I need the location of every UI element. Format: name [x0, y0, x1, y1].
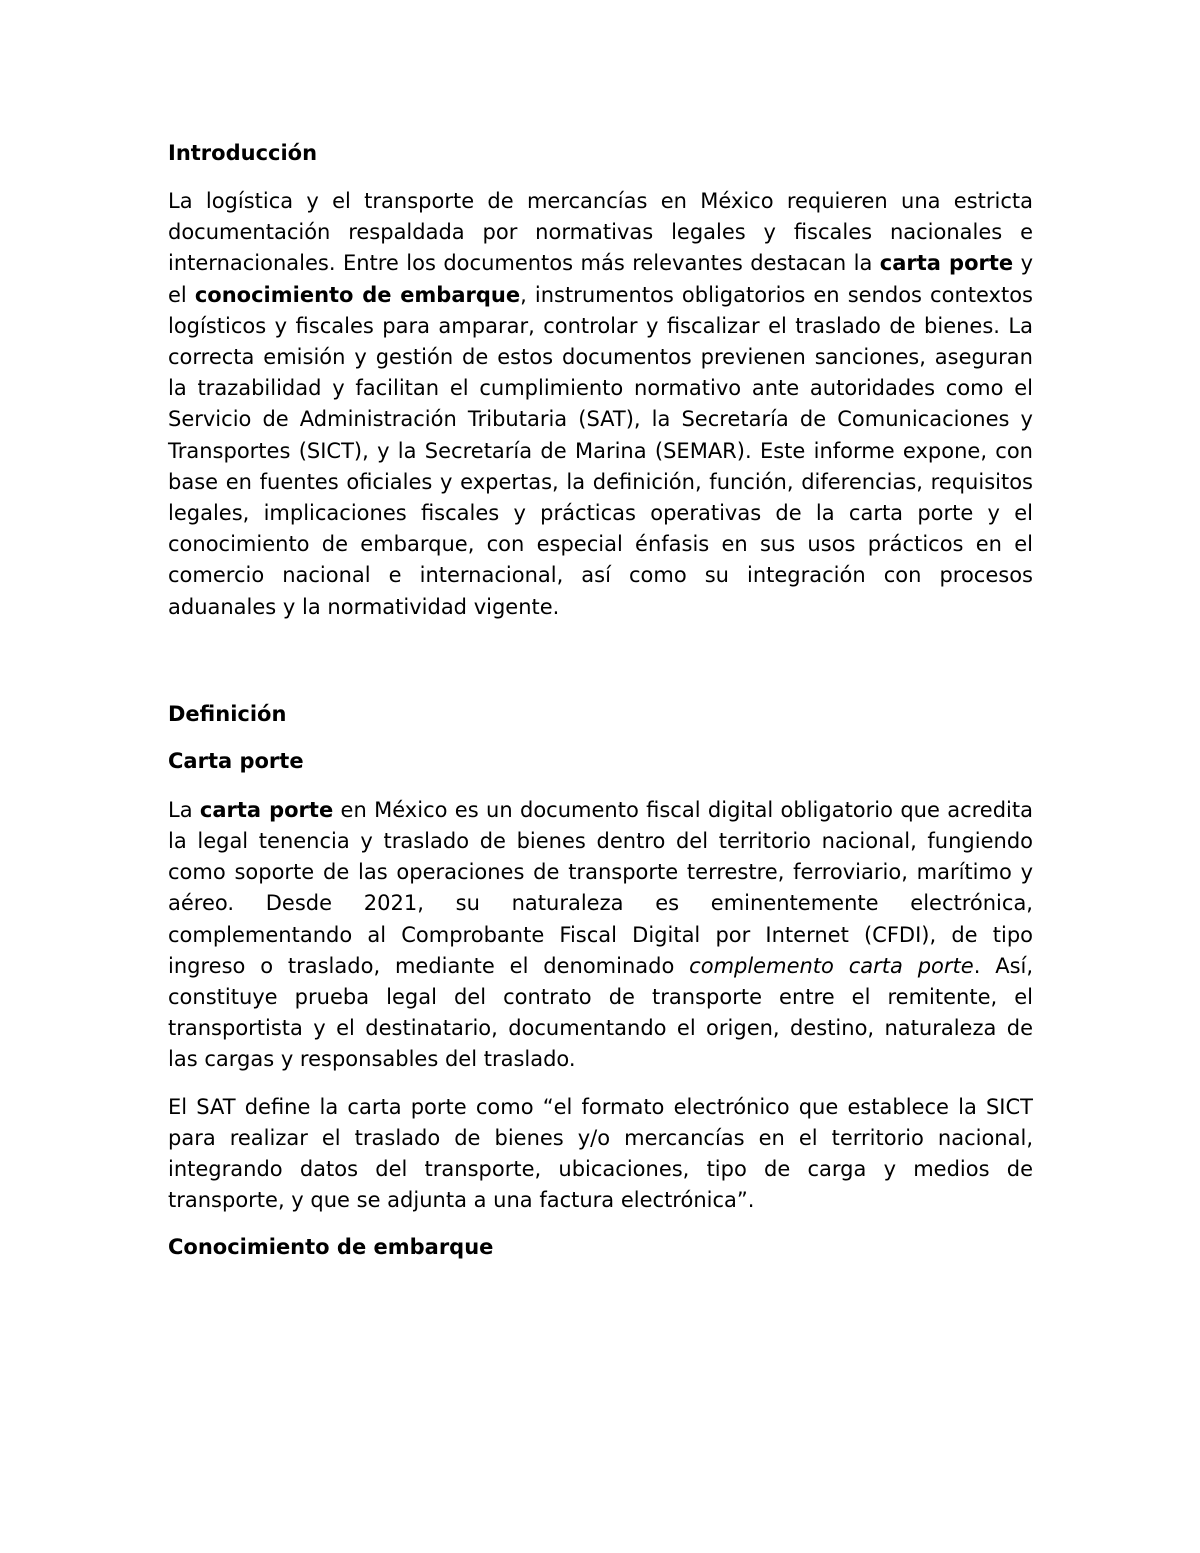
conocimiento-heading: Conocimiento de embarque [168, 1235, 494, 1260]
intro-text-a: La logística y el transporte de mercancías en México requieren una estricta documentación respaldada por normativas legales y fiscales nacionales e internacionales. Entre los documentos más relevantes destacan la [168, 189, 1033, 276]
carta-italic-complemento: complemento carta porte [689, 953, 974, 978]
carta-bold-term: carta porte [199, 797, 334, 822]
intro-paragraph [168, 186, 1033, 623]
definition-heading: Definición [168, 701, 287, 726]
intro-bold-conocimiento: conocimiento de embarque [194, 282, 521, 307]
carta-porte-paragraph [168, 795, 1033, 1076]
intro-text-c: y el [168, 251, 1033, 307]
carta-text-a: La [168, 797, 200, 822]
carta-text-d: . Así, constituye prueba legal del contrato de transporte entre el remitente, el transportista y el destinatario, documentando el origen, destino, naturaleza de las cargas y responsables del traslado. [168, 953, 1034, 1072]
intro-text-d: , instrumentos obligatorios en sendos contextos logísticos y fiscales para amparar, controlar y fiscalizar el traslado de bienes. La correcta emisión y gestión de estos documentos previenen sanciones, aseguran la trazabilidad y facilitan el cumplimiento normativo ante autoridades como el Servicio de Administración Tributaria (SAT), la Secretaría de Comunicaciones y Transportes (SICT), y la Secretaría de Marina (SEMAR). Este informe expone, con base en fuentes oficiales y expertas, la definición, función, diferencias, requisitos legales, implicaciones fiscales y prácticas operativas de la carta porte y el conocimiento de embarque, con especial énfasis en sus usos prácticos en el comercio nacional e internacional, así como su integración con procesos aduanales y la normatividad vigente. [168, 282, 1033, 619]
sat-definition-paragraph: El SAT define la carta porte como “el formato electrónico que establece la SICT para realizar el traslado de bienes y/o mercancías en el territorio nacional, integrando datos del transporte, ubicaciones, tipo de carga y medios de transporte, y que se adjunta a una factura electrónica”. [168, 1094, 1033, 1213]
intro-bold-carta-porte: carta porte [879, 251, 1014, 276]
document-page [168, 138, 1033, 1263]
carta-text-c: en México es un documento fiscal digital obligatorio que acredita la legal tenencia y traslado de bienes dentro del territorio nacional, fungiendo como soporte de las operaciones de transporte terrestre, ferroviario, marítimo y aéreo. Desde 2021, su naturaleza es eminentemente electrónica, complementando al Comprobante Fiscal Digital por Internet (CFDI), de tipo ingreso o traslado, mediante el denominado [168, 797, 1033, 978]
intro-heading: Introducción [168, 141, 318, 165]
carta-porte-heading: Carta porte [168, 748, 304, 773]
